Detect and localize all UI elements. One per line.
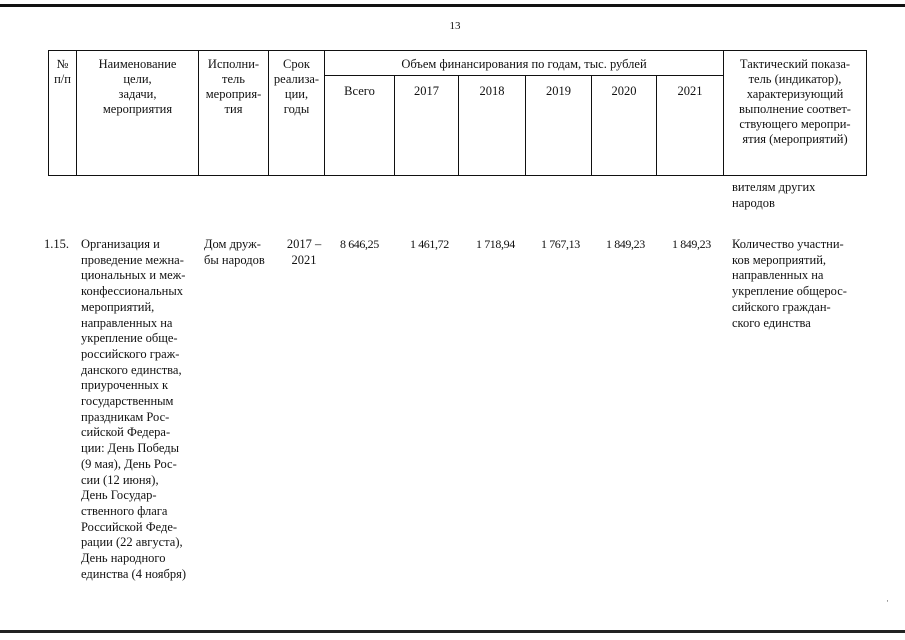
row-2019: 1 767,13 — [541, 237, 580, 251]
row-2017: 1 461,72 — [410, 237, 449, 251]
header-financing: Объем финансирования по годам, тыс. рублей — [325, 51, 724, 76]
bottom-rule — [0, 630, 905, 633]
header-indicator: Тактический показа- тель (индикатор), характеризующий выполнение соответ- ствующего меропри- ятия (мероприятий) — [724, 51, 867, 176]
header-total: Всего — [325, 76, 395, 176]
header-year-2020: 2020 — [592, 76, 657, 176]
row-2018: 1 718,94 — [476, 237, 515, 251]
header-year-2021: 2021 — [657, 76, 724, 176]
top-rule — [0, 4, 905, 7]
row-name: Организация и проведение межна- циональных и меж- конфессиональных мероприятий, направленных на укрепление обще- российского граж- данского единства, приуроченных к государственным праздникам Рос- сийской Федера- ции: День Победы (9 мая), День Рос- сии (12 июня), День Государ- ственного флага Российской Феде- рации (22 августа), День народного единства (4 ноября) — [81, 237, 187, 581]
row-total: 8 646,25 — [340, 237, 379, 251]
header-year-2018: 2018 — [459, 76, 526, 176]
row-term: 2017 – 2021 — [286, 237, 322, 267]
header-term: Срок реализа- ции, годы — [269, 51, 325, 176]
row-number: 1.15. — [44, 237, 69, 251]
indicator-continuation: вителям других народов — [732, 180, 816, 210]
header-year-2019: 2019 — [526, 76, 592, 176]
header-year-2017: 2017 — [395, 76, 459, 176]
header-name: Наименование цели, задачи, мероприятия — [77, 51, 199, 176]
row-indicator: Количество участни- ков мероприятий, направленных на укрепление общерос- сийского граждан- ского единства — [732, 237, 847, 330]
scan-mark: · — [886, 596, 889, 606]
row-2021: 1 849,23 — [672, 237, 711, 251]
row-executor: Дом друж- бы народов — [204, 237, 265, 267]
row-2020: 1 849,23 — [606, 237, 645, 251]
header-num: № п/п — [49, 51, 77, 176]
table-header — [48, 50, 867, 176]
page-number: 13 — [449, 20, 461, 32]
header-executor: Исполни- тель мероприя- тия — [199, 51, 269, 176]
